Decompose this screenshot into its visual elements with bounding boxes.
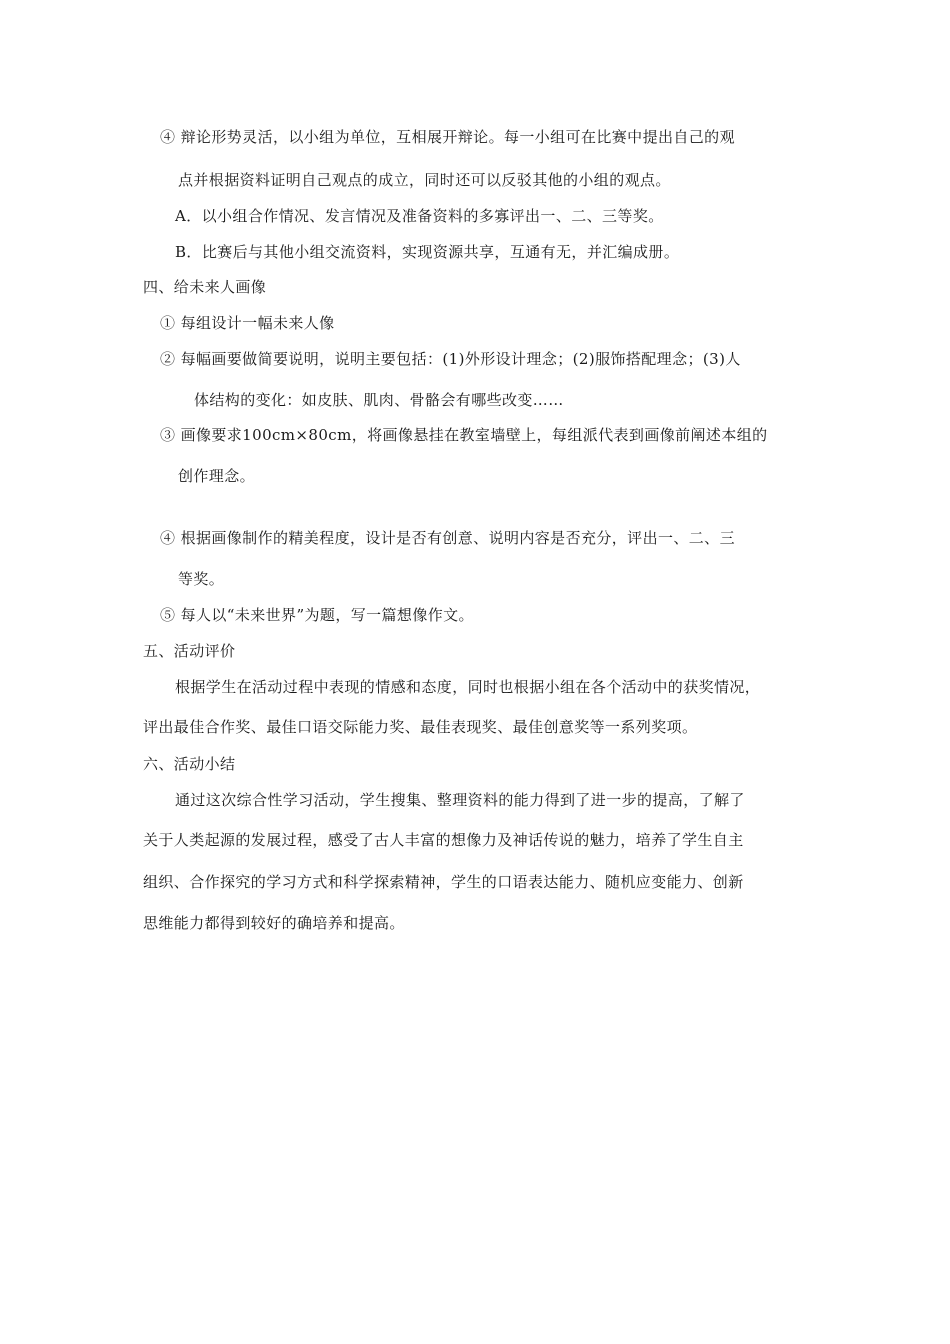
debate-item-4-line-2 xyxy=(178,170,671,190)
portrait-item-1 xyxy=(160,313,335,333)
paragraph-text: 思维能力都得到较好的确培养和提高。 xyxy=(143,914,405,932)
item-marker: ② xyxy=(160,350,176,368)
debate-item-b xyxy=(175,242,679,262)
paragraph-text: 关于人类起源的发展过程，感受了古人丰富的想像力及神话传说的魅力，培养了学生自主 xyxy=(143,831,744,849)
paragraph-text: 通过这次综合性学习活动，学生搜集、整理资料的能力得到了进一步的提高，了解了 xyxy=(175,791,745,809)
item-marker: B． xyxy=(175,243,202,261)
item-text: 等奖。 xyxy=(178,570,225,588)
paragraph-text: 评出最佳合作奖、最佳口语交际能力奖、最佳表现奖、最佳创意奖等一系列奖项。 xyxy=(143,718,698,736)
portrait-item-5 xyxy=(160,605,474,625)
evaluation-paragraph-line-2 xyxy=(143,717,697,737)
portrait-item-2-line-1 xyxy=(160,349,741,369)
item-text: 根据画像制作的精美程度，设计是否有创意、说明内容是否充分，评出一、二、三 xyxy=(180,529,735,547)
item-text: 每幅画要做简要说明，说明主要包括：(1)外形设计理念；(2)服饰搭配理念；(3)人 xyxy=(180,350,741,368)
item-text: 体结构的变化：如皮肤、肌肉、骨骼会有哪些改变…… xyxy=(194,391,564,409)
debate-item-a xyxy=(175,206,664,226)
section-heading-portrait xyxy=(143,277,266,297)
item-text: 创作理念。 xyxy=(178,467,256,485)
summary-paragraph-line-1 xyxy=(175,790,745,810)
section-heading-summary xyxy=(143,754,235,774)
summary-paragraph-line-4 xyxy=(143,913,405,933)
heading-text: 六、活动小结 xyxy=(143,755,236,773)
heading-text: 五、活动评价 xyxy=(143,642,236,660)
item-text: 辩论形势灵活，以小组为单位，互相展开辩论。每一小组可在比赛中提出自己的观 xyxy=(180,128,735,146)
item-marker: ④ xyxy=(160,128,176,146)
section-heading-evaluation xyxy=(143,641,235,661)
portrait-item-3-line-1 xyxy=(160,425,768,445)
item-text: 比赛后与其他小组交流资料，实现资源共享，互通有无，并汇编成册。 xyxy=(201,243,680,261)
heading-text: 四、给未来人画像 xyxy=(143,278,267,296)
paragraph-text: 根据学生在活动过程中表现的情感和态度，同时也根据小组在各个活动中的获奖情况， xyxy=(175,678,761,696)
portrait-item-3-line-2 xyxy=(178,466,255,486)
portrait-item-4-line-2 xyxy=(178,569,224,589)
item-text: 每人以“未来世界”为题，写一篇想像作文。 xyxy=(180,606,474,624)
debate-item-4-line-1 xyxy=(160,127,735,147)
item-marker: ① xyxy=(160,314,176,332)
portrait-item-2-line-2 xyxy=(194,390,564,410)
item-text: 每组设计一幅未来人像 xyxy=(180,314,335,332)
portrait-item-4-line-1 xyxy=(160,528,735,548)
item-marker: ③ xyxy=(160,426,176,444)
item-marker: ④ xyxy=(160,529,176,547)
summary-paragraph-line-2 xyxy=(143,830,744,850)
item-text: A．以小组合作情况、发言情况及准备资料的多寡评出一、二、三等奖。 xyxy=(175,207,664,225)
summary-paragraph-line-3 xyxy=(143,872,744,892)
evaluation-paragraph-line-1 xyxy=(175,677,760,697)
item-text: 点并根据资料证明自己观点的成立，同时还可以反驳其他的小组的观点。 xyxy=(178,171,671,189)
paragraph-text: 组织、合作探究的学习方式和科学探索精神，学生的口语表达能力、随机应变能力、创新 xyxy=(143,873,744,891)
item-text: 画像要求100cm×80cm，将画像悬挂在教室墙壁上，每组派代表到画像前阐述本组的 xyxy=(180,426,768,444)
item-marker: ⑤ xyxy=(160,606,176,624)
